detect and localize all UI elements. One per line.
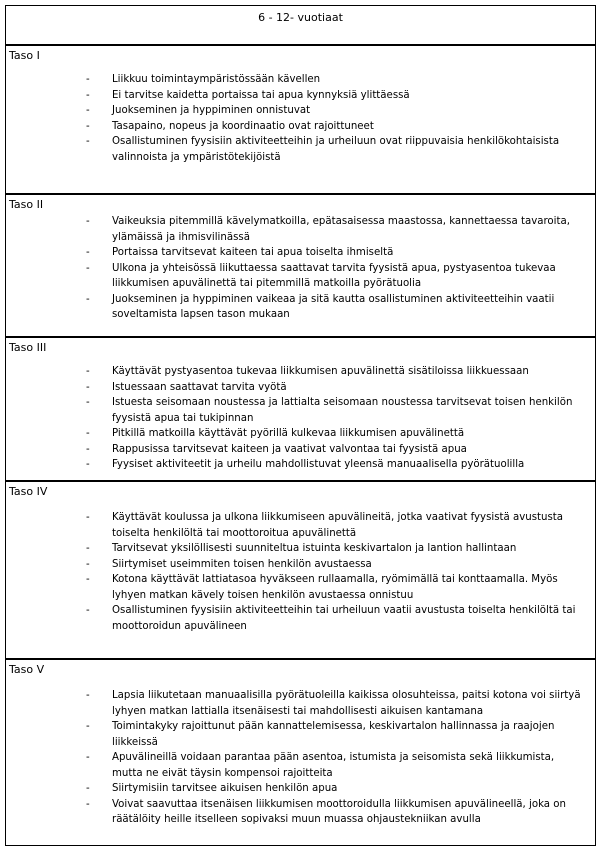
level-title: Taso V xyxy=(9,663,45,676)
table-header xyxy=(6,6,595,46)
list-item: - Istuesta seisomaan noustessa ja lattialta seisomaan noustessa tarvitsevat toisen henkilön fyysistä apua tai tukipinnan xyxy=(86,395,585,426)
list-item: - Juokseminen ja hyppiminen onnistuvat xyxy=(86,103,585,119)
list-item: - Liikkuu toimintaympäristössään kävellen xyxy=(86,72,585,88)
list-item: - Käyttävät pystyasentoa tukevaa liikkumisen apuvälinettä sisätiloissa liikkuessaan xyxy=(86,364,585,380)
list-item: - Lapsia liikutetaan manuaalisilla pyörätuoleilla kaikissa olosuhteissa, paitsi kotona voi siirtyä lyhyen matkan lattialla itsenäisesti tai mahdollisesti aikuisen kantamana xyxy=(86,688,585,719)
list-item: - Pitkillä matkoilla käyttävät pyörillä kulkevaa liikkumisen apuvälinettä xyxy=(86,426,585,442)
level-title: Taso IV xyxy=(9,485,48,498)
level-section-4 xyxy=(6,482,595,660)
list-item: - Juokseminen ja hyppiminen vaikeaa ja sitä kautta osallistuminen aktiviteetteihin vaatii soveltamista lapsen tason mukaan xyxy=(86,292,585,323)
list-item: - Istuessaan saattavat tarvita vyötä xyxy=(86,380,585,396)
list-item: - Portaissa tarvitsevat kaiteen tai apua toiselta ihmiseltä xyxy=(86,245,585,261)
list-item: - Kotona käyttävät lattiatasoa hyväkseen rullaamalla, ryömimällä tai konttaamalla. Myös lyhyen matkan kävely toisen henkilön avustaessa onnistuu xyxy=(86,572,585,603)
list-item: - Fyysiset aktiviteetit ja urheilu mahdollistuvat yleensä manuaalisella pyörätuolilla xyxy=(86,457,585,473)
level-items xyxy=(86,63,585,165)
list-item: - Osallistuminen fyysisiin aktiviteetteihin tai urheiluun vaatii avustusta toiselta henkilöltä tai moottoroidun apuvälineen xyxy=(86,603,585,634)
level-title: Taso II xyxy=(9,198,44,211)
level-section-1 xyxy=(6,46,595,195)
level-section-3 xyxy=(6,338,595,482)
level-title: Taso I xyxy=(9,49,40,62)
list-item: - Käyttävät koulussa ja ulkona liikkumiseen apuvälineitä, jotka vaativat fyysistä avustusta toiselta henkilöltä tai moottoroitua apuvälinettä xyxy=(86,510,585,541)
list-item: - Toimintakyky rajoittunut pään kannattelemisessa, keskivartalon hallinnassa ja raajojen liikkeissä xyxy=(86,719,585,750)
list-item: - Siirtymisiin tarvitsee aikuisen henkilön apua xyxy=(86,781,585,797)
level-items xyxy=(86,677,585,828)
list-item: - Ulkona ja yhteisössä liikuttaessa saattavat tarvita fyysistä apua, pystyasentoa tukevaa liikkumisen apuvälinettä tai pitemmillä matkoilla pyörätuolia xyxy=(86,261,585,292)
level-title: Taso III xyxy=(9,341,47,354)
level-items xyxy=(86,355,585,473)
list-item: - Siirtymiset useimmiten toisen henkilön avustaessa xyxy=(86,557,585,573)
level-section-2 xyxy=(6,195,595,338)
level-items xyxy=(86,499,585,634)
list-item: - Ei tarvitse kaidetta portaissa tai apua kynnyksiä ylittäessä xyxy=(86,88,585,104)
level-items xyxy=(86,212,585,323)
list-item: - Vaikeuksia pitemmillä kävelymatkoilla, epätasaisessa maastossa, kannettaessa tavaroita, ylämäissä ja ihmisvilinässä xyxy=(86,214,585,245)
list-item: - Apuvälineillä voidaan parantaa pään asentoa, istumista ja seisomista sekä liikkumista, mutta ne eivät täysin kompensoi rajoitteita xyxy=(86,750,585,781)
list-item: - Voivat saavuttaa itsenäisen liikkumisen moottoroidulla liikkumisen apuvälineellä, joka on räätälöity heille itselleen sopivaksi muun muassa ohjaustekniikan avulla xyxy=(86,797,585,828)
list-item: - Tarvitsevat yksilöllisesti suunniteltua istuinta keskivartalon ja lantion hallintaan xyxy=(86,541,585,557)
list-item: - Rappusissa tarvitsevat kaiteen ja vaativat valvontaa tai fyysistä apua xyxy=(86,442,585,458)
age-group-title: 6 - 12- vuotiaat xyxy=(258,11,343,24)
list-item: - Tasapaino, nopeus ja koordinaatio ovat rajoittuneet xyxy=(86,119,585,135)
level-section-5 xyxy=(6,660,595,845)
gmfcs-table xyxy=(5,5,596,846)
list-item: - Osallistuminen fyysisiin aktiviteetteihin ja urheiluun ovat riippuvaisia henkilökohtaisista valinnoista ja ympäristötekijöistä xyxy=(86,134,585,165)
